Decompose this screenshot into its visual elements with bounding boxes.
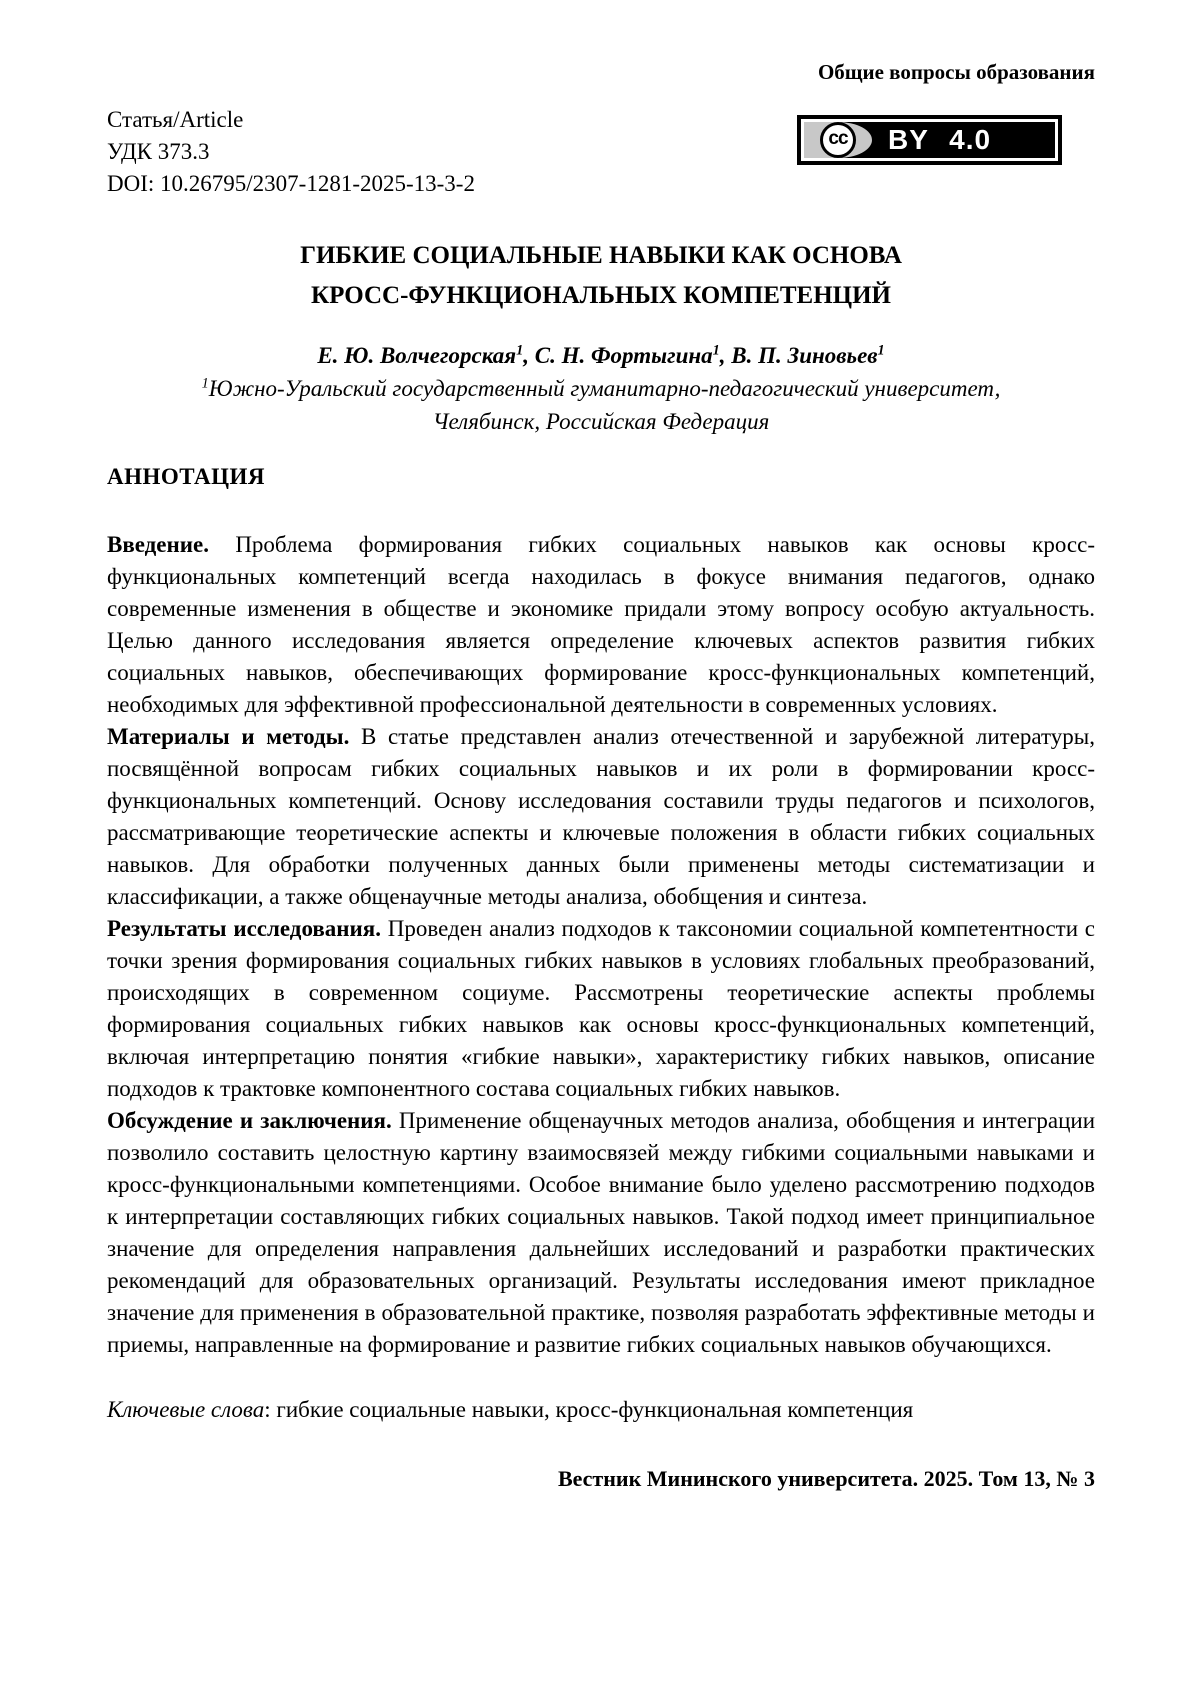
article-type-label: Статья/Article	[107, 107, 244, 132]
abstract-section-discussion-conclusions: Обсуждение и заключения. Применение общенаучных методов анализа, обобщения и интеграции позволило составить целостную картину взаимосвязей между гибкими социальными навыками и кросс-функциональными компетенциями. Особое внимание было уделено рассмотрению подходов к интерпретации составляющих гибких социальных навыков. Такой подход имеет принципиальное значение для определения направления дальнейших исследований и разработки практических рекомендаций для образовательных организаций. Результаты исследования имеют прикладное значение для применения в образовательной практике, позволяя разработать эффективные методы и приемы, направленные на формирование и развитие гибких социальных навыков обучающихся.	[107, 1108, 1096, 1357]
cc-logo-panel	[804, 122, 872, 158]
keywords-list: : гибкие социальные навыки, кросс-функциональная компетенция	[264, 1397, 914, 1422]
affiliation-mark: 1	[201, 375, 209, 392]
keywords-line	[107, 1394, 1095, 1426]
affiliation	[107, 372, 1095, 438]
doi-label: DOI: 10.26795/2307-1281-2025-13-3-2	[107, 171, 475, 196]
udc-label: УДК 373.3	[107, 139, 210, 164]
cc-by-license-badge[interactable]	[797, 115, 1062, 165]
title-line-2: КРОСС-ФУНКЦИОНАЛЬНЫХ КОМПЕТЕНЦИЙ	[310, 282, 892, 309]
abstract-section-introduction-label: Введение.	[107, 532, 209, 557]
abstract-section-discussion-conclusions-label: Обсуждение и заключения.	[107, 1108, 392, 1133]
cc-by-version-label: BY 4.0	[888, 124, 992, 155]
author-3-affiliation-mark: 1	[877, 342, 885, 359]
author-1: Е. Ю. Волчегорская$^1$,	[317, 342, 535, 368]
abstract-section-introduction: Введение. Проблема формирования гибких социальных навыков как основы кросс-функциональных компетенций всегда находилась в фокусе внимания педагогов, однако современные изменения в обществе и экономике придали этому вопросу особую актуальность. Целью данного исследования является определение ключевых аспектов развития гибких социальных навыков, обеспечивающих формирование кросс-функциональных компетенций, необходимых для эффективной профессиональной деятельности в современных условиях.	[107, 532, 1096, 717]
author-3: В. П. Зиновьев$^1$	[731, 342, 885, 368]
title-line-1: ГИБКИЕ СОЦИАЛЬНЫЕ НАВЫКИ КАК ОСНОВА	[300, 242, 902, 269]
abstract-section-results-label: Результаты исследования.	[107, 916, 381, 941]
authors-line	[107, 339, 1095, 372]
article-meta	[107, 104, 475, 200]
abstract-section-materials-methods: Материалы и методы. В статье представлен анализ отечественной и зарубежной литературы, посвящённой вопросам гибких социальных навыков и их роли в формировании кросс-функциональных компетенций. Основу исследования составили труды педагогов и психологов, рассматривающие теоретические аспекты и ключевые положения в области гибких социальных навыков. Для обработки полученных данных были применены методы систематизации и классификации, а также общенаучные методы анализа, обобщения и синтеза.	[107, 724, 1096, 909]
journal-section-header: Общие вопросы образования	[817, 60, 1095, 84]
author-1-affiliation-mark: 1	[516, 342, 524, 359]
abstract-heading: АННОТАЦИЯ	[107, 464, 265, 489]
journal-footer: Вестник Мининского университета. 2025. Том 13, № 3	[557, 1466, 1095, 1491]
author-2-affiliation-mark: 1	[712, 342, 720, 359]
cc-badge-inner	[804, 122, 1055, 158]
keywords-label: Ключевые слова	[107, 1397, 265, 1422]
abstract-section-results: Результаты исследования. Проведен анализ подходов к таксономии социальной компетентности с точки зрения формирования социальных гибких навыков в условиях глобальных преобразований, происходящих в современном социуме. Рассмотрены теоретические аспекты проблемы формирования социальных гибких навыков как основы кросс-функциональных компетенций, включая интерпретацию понятия «гибкие навыки», характеристику гибких навыков, описание подходов к трактовке компонентного состава социальных гибких навыков.	[107, 916, 1096, 1101]
cc-icon: cc	[820, 122, 856, 158]
author-2: С. Н. Фортыгина$^1$,	[534, 342, 732, 368]
affiliation-line-2: Челябинск, Российская Федерация	[432, 409, 770, 434]
article-title	[107, 236, 1095, 316]
affiliation-line-1: $^1$Южно-Уральский государственный гуманитарно-педагогический университет,	[201, 375, 1001, 401]
abstract-section-materials-methods-label: Материалы и методы.	[107, 724, 350, 749]
meta-row	[107, 104, 1095, 200]
abstract-body	[107, 529, 1095, 1361]
